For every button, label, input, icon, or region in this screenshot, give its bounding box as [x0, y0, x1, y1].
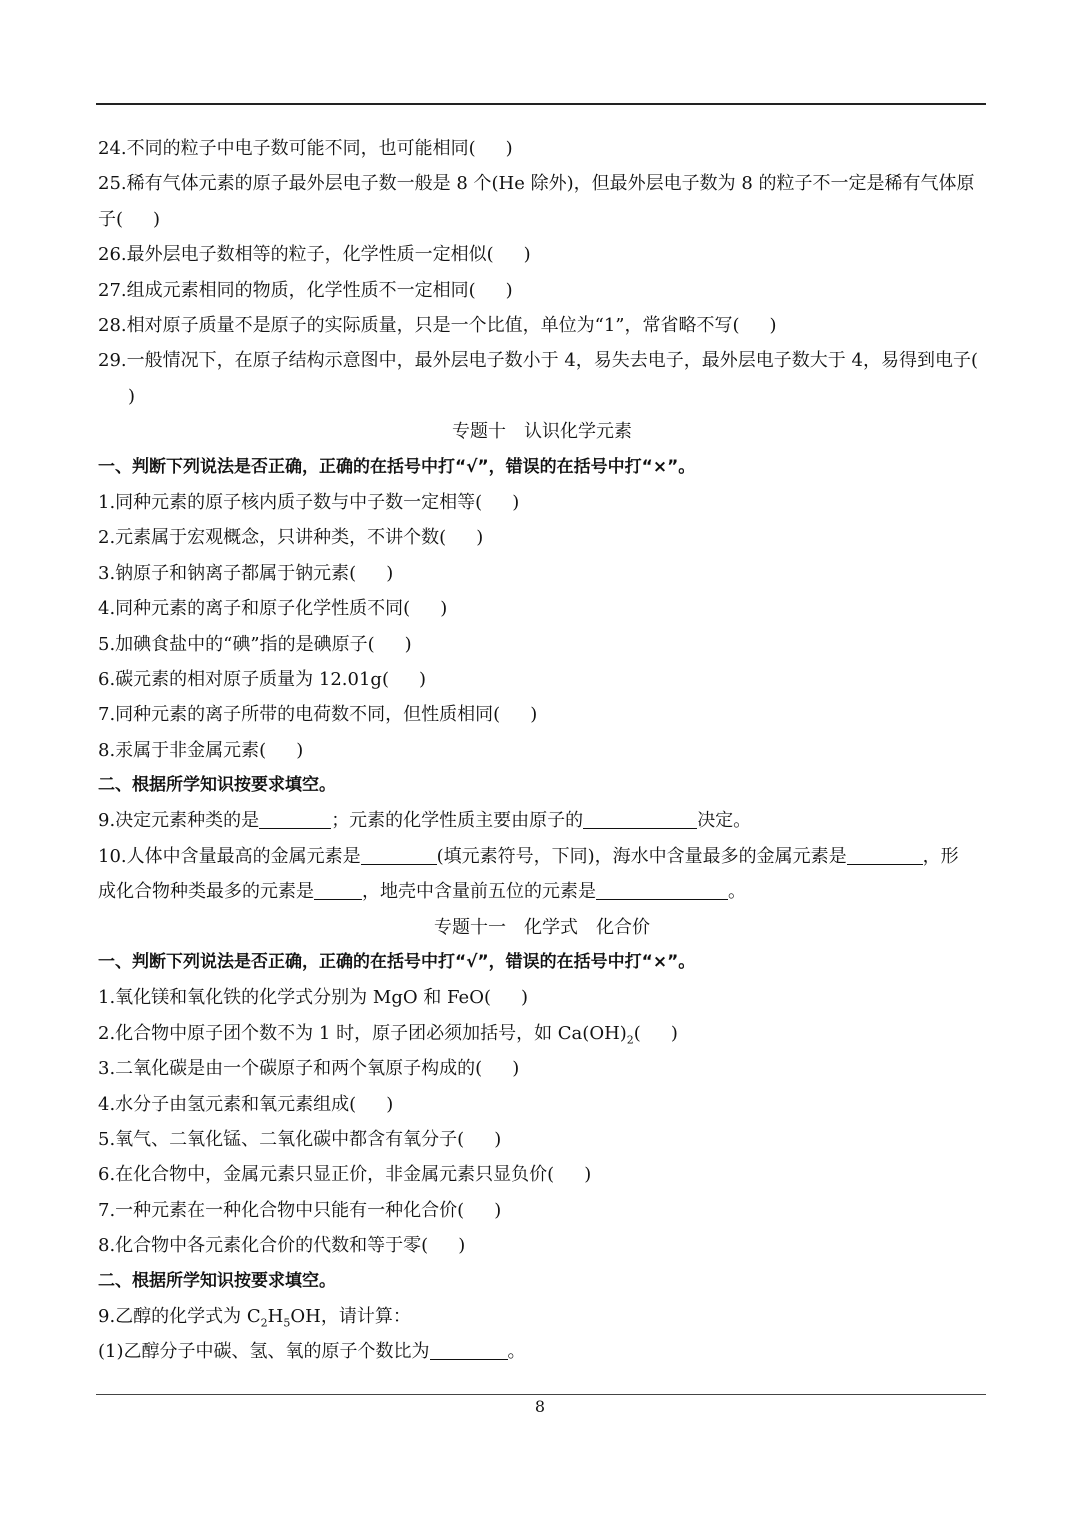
- page-content: [98, 131, 986, 1370]
- section-11-part2-instructions: 二、根据所学知识按要求填空。: [98, 1270, 336, 1291]
- header-rule: [96, 103, 986, 105]
- answer-blank[interactable]: [596, 881, 728, 900]
- s10-question-10-line1: 10.人体中含量最高的金属元素是 (填元素符号，下同)，海水中含量最多的金属元素是 ，形: [98, 845, 959, 867]
- answer-blank[interactable]: [583, 810, 697, 829]
- page-number: 8: [534, 1397, 546, 1416]
- s11-question-9: 9.乙醇的化学式为 $C_2H_5OH$，请计算：: [98, 1305, 411, 1330]
- s11-question-4: 4.水分子由氢元素和氧元素组成( ): [98, 1093, 394, 1115]
- s10-question-9: 9.决定元素种类的是 ；元素的化学性质主要由原子的 决定。: [98, 810, 752, 832]
- answer-blank[interactable]: [430, 1341, 508, 1360]
- s10-question-10-line2: 成化合物种类最多的元素是 ，地壳中含量前五位的元素是 。: [98, 881, 746, 903]
- s10-question-2: 2.元素属于宏观概念，只讲种类，不讲个数( ): [98, 527, 484, 549]
- s10-question-4: 4.同种元素的离子和原子化学性质不同( ): [98, 598, 448, 620]
- s10-question-6: 6.碳元素的相对原子质量为 12.01g( ): [98, 668, 427, 690]
- s10-question-7: 7.同种元素的离子所带的电荷数不同，但性质相同( ): [98, 704, 538, 726]
- s11-question-6: 6.在化合物中，金属元素只显正价，非金属元素只显负价( ): [98, 1164, 592, 1186]
- s11-question-2: 2.化合物中原子团个数不为 1 时，原子团必须加括号，如 $Ca(OH)_2$( ): [98, 1022, 678, 1047]
- answer-blank[interactable]: [847, 846, 923, 865]
- s10-question-1: 1.同种元素的原子核内质子数与中子数一定相等( ): [98, 491, 520, 513]
- s10-question-3: 3.钠原子和钠离子都属于钠元素( ): [98, 562, 394, 584]
- section-10-title: 专题十 认识化学元素: [452, 421, 632, 443]
- question-26: 26.最外层电子数相等的粒子，化学性质一定相似( ): [98, 244, 531, 266]
- s11-question-8: 8.化合物中各元素化合价的代数和等于零( ): [98, 1235, 466, 1257]
- question-29: 29.一般情况下，在原子结构示意图中，最外层电子数小于 4，易失去电子，最外层电子数大于 4，易得到电子(): [98, 350, 978, 407]
- question-27: 27.组成元素相同的物质，化学性质不一定相同( ): [98, 279, 513, 301]
- question-25: 25.稀有气体元素的原子最外层电子数一般是 8 个(He 除外)，但最外层电子数为 8 的粒子不一定是稀有气体原子( ): [98, 173, 975, 230]
- question-28: 28.相对原子质量不是原子的实际质量，只是一个比值，单位为“1”，常省略不写( ): [98, 314, 777, 336]
- s10-question-5: 5.加碘食盐中的“碘”指的是碘原子( ): [98, 633, 412, 655]
- section-11-part1-instructions: 一、判断下列说法是否正确，正确的在括号中打“√”，错误的在括号中打“×”。: [98, 952, 696, 973]
- footer-rule: [96, 1394, 986, 1395]
- s11-question-7: 7.一种元素在一种化合物中只能有一种化合价( ): [98, 1199, 502, 1221]
- section-10-part1-instructions: 一、判断下列说法是否正确，正确的在括号中打“√”，错误的在括号中打“×”。: [98, 456, 696, 477]
- answer-blank[interactable]: [361, 846, 437, 865]
- s11-question-3: 3.二氧化碳是由一个碳原子和两个氧原子构成的( ): [98, 1058, 520, 1080]
- section-10-part2-instructions: 二、根据所学知识按要求填空。: [98, 775, 336, 796]
- s10-question-8: 8.汞属于非金属元素( ): [98, 739, 304, 761]
- answer-blank[interactable]: [314, 881, 362, 900]
- question-24: 24.不同的粒子中电子数可能不同，也可能相同( ): [98, 138, 513, 159]
- s11-question-1: 1.氧化镁和氧化铁的化学式分别为 MgO 和 FeO( ): [98, 987, 529, 1009]
- section-11-title: 专题十一 化学式 化合价: [434, 916, 650, 938]
- s11-question-9-part1: (1)乙醇分子中碳、氢、氧的原子个数比为 。: [98, 1341, 526, 1363]
- s11-question-5: 5.氧气、二氧化锰、二氧化碳中都含有氧分子( ): [98, 1129, 502, 1150]
- answer-blank[interactable]: [259, 810, 331, 829]
